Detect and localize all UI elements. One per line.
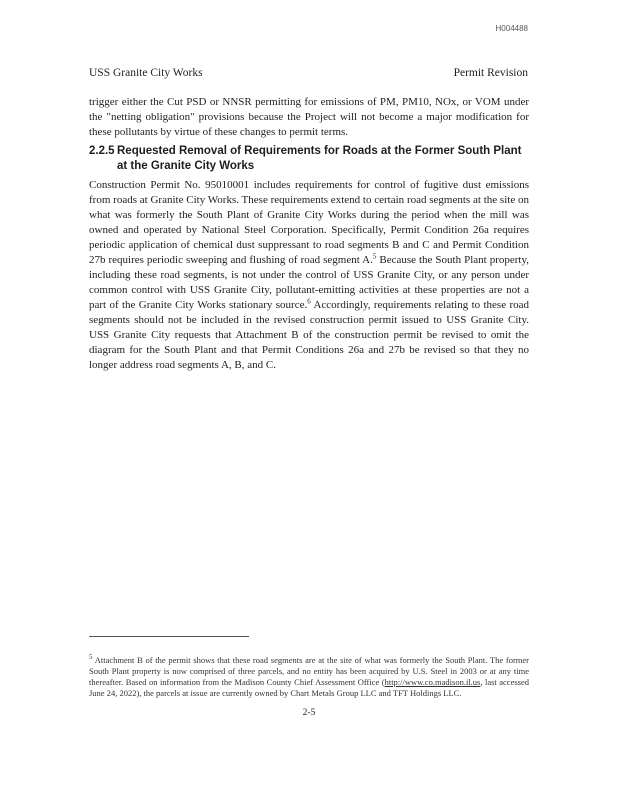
header-left: USS Granite City Works <box>89 67 203 79</box>
bates-number: H004488 <box>495 24 528 33</box>
paragraph-1: trigger either the Cut PSD or NNSR permitting for emissions of PM, PM10, NOx, or VOM under the "netting obligation" provisions because the Project will not become a major modification for these pollutants by virtue of these changes to permit terms. <box>89 96 529 138</box>
section-title: Requested Removal of Requirements for Roads at the Former South Plant at the Granite City Works <box>117 145 522 172</box>
paragraph-2-text-c: Accordingly, requirements relating to these road segments should not be included in the revised construction permit issued to USS Granite City. USS Granite City requests that Attachment B of the construction permit be revised to omit the diagram for the South Plant and that Permit Conditions 26a and 27b be revised so that they no longer address road segments A, B, and C. <box>89 299 529 371</box>
footnote-text-a: Attachment B of the permit shows that these road segments are at the site of what was formerly the South Plant. The former South Plant property is now comprised of three parcels, and no entity has been acquired by U.S. Steel in 2003 or at any time thereafter. Based on information from the Madison County Chief Assessment Office ( <box>89 655 529 687</box>
paragraph-2-text-b: Because the South Plant property, including these road segments, is not under the control of USS Granite City, or any person under common control with USS Granite City, pollutant-emitting activities at these properties are not a part of the Granite City Works stationary source. <box>89 254 530 311</box>
section-number: 2.2.5 <box>89 145 115 157</box>
footnote-ref-5[interactable]: 5 <box>372 252 377 261</box>
footnote-text-b: , last accessed June 24, 2022), the parcels at issue are currently owned by Chart Metals Group LLC and TFT Holdings LLC. <box>89 677 529 698</box>
paragraph-2-text-a: Construction Permit No. 95010001 includes requirements for control of fugitive dust emissions from roads at Granite City Works. These requirements extend to certain road segments at the site on what was formerly the South Plant of Granite City Works during the period when the mill was owned and operated by National Steel Corporation. Specifically, Permit Condition 26a requires periodic application of chemical dust suppressant to road segments B and C and Permit Condition 27b requires periodic sweeping and flushing of road segment A. <box>89 179 529 266</box>
footnote <box>89 655 529 699</box>
footnote-marker: 5 <box>89 653 93 662</box>
header-right: Permit Revision <box>453 67 528 79</box>
footnote-separator <box>89 636 249 637</box>
running-header <box>89 67 528 79</box>
footnote-ref-6[interactable]: 6 <box>307 297 311 306</box>
page-number: 2-5 <box>302 708 316 718</box>
section-heading <box>89 144 529 174</box>
footnote-link[interactable]: http://www.co.madison.il.us <box>384 677 481 687</box>
paragraph-2 <box>89 178 529 373</box>
